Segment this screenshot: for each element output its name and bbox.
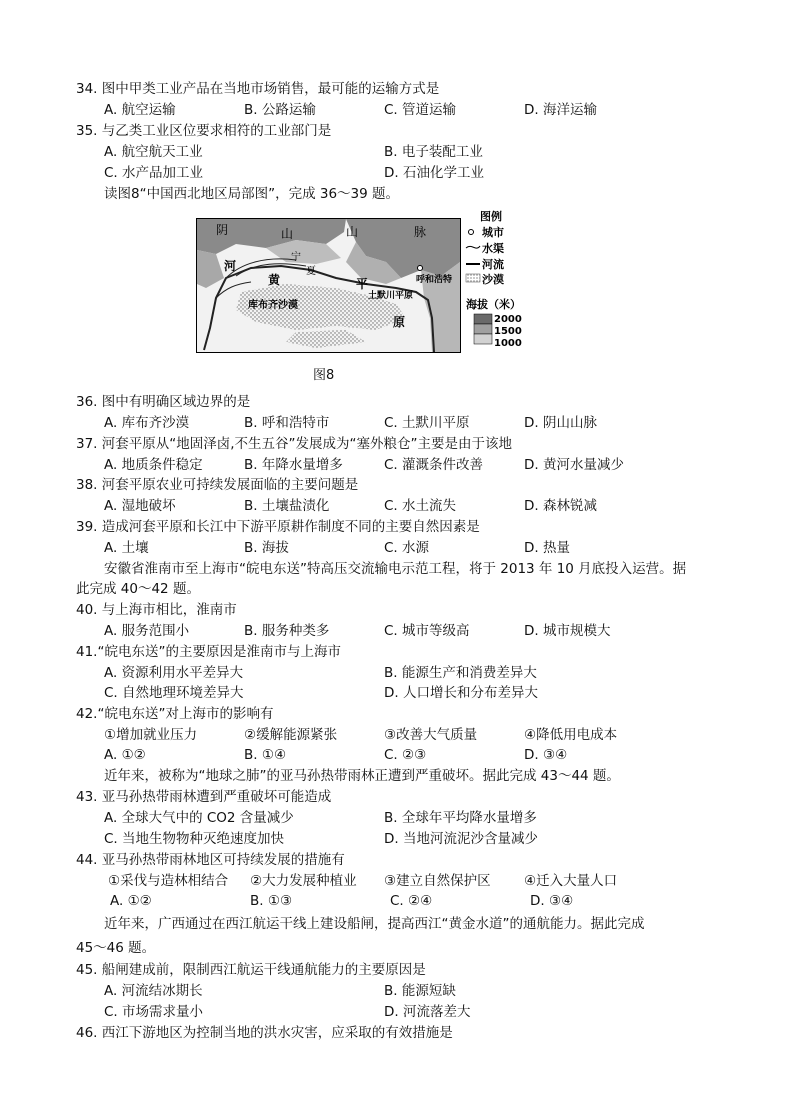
- legend-elev-1500-swatch: [474, 324, 492, 334]
- q44-option-b: B. ①③: [250, 893, 293, 909]
- q34-option-a: A. 航空运输: [104, 102, 176, 118]
- legend-river: 河流: [482, 258, 504, 271]
- label-yinshan-1: 阴: [216, 223, 229, 237]
- q38-stem: 38. 河套平原农业可持续发展面临的主要问题是: [76, 477, 359, 493]
- legend-city: 城市: [482, 226, 504, 239]
- q43-option-d: D. 当地河流泥沙含量减少: [384, 831, 538, 847]
- q42-option-a: A. ①②: [104, 747, 146, 763]
- q44-option-c: C. ②④: [390, 893, 433, 909]
- q39-option-b: B. 海拔: [244, 540, 289, 556]
- legend-canal-icon: [466, 246, 480, 248]
- q42-item-2: ②缓解能源紧张: [244, 727, 338, 743]
- label-hohhot: 呼和浩特: [416, 275, 453, 285]
- q42-item-3: ③改善大气质量: [384, 727, 478, 743]
- legend-city-icon: [469, 230, 474, 235]
- label-he: 河: [224, 259, 237, 273]
- q34-option-c: C. 管道运输: [384, 102, 457, 118]
- q35-option-a: A. 航空航天工业: [104, 144, 203, 160]
- q37-option-d: D. 黄河水量减少: [524, 457, 624, 473]
- figure8-intro: 读图8“中国西北地区局部图”，完成 36～39 题。: [104, 186, 400, 202]
- q34-option-d: D. 海洋运输: [524, 102, 597, 118]
- q42-item-4: ④降低用电成本: [524, 727, 618, 743]
- label-yuan: 原: [393, 315, 406, 329]
- q36-option-d: D. 阴山山脉: [524, 415, 597, 431]
- q46-stem: 46. 西江下游地区为控制当地的洪水灾害，应采取的有效措施是: [76, 1025, 453, 1041]
- q42-option-b: B. ①④: [244, 747, 287, 763]
- legend-e1500: 1500: [494, 326, 522, 337]
- label-xia: 夏: [306, 266, 316, 277]
- northwest-china-map: [196, 218, 464, 354]
- q35-option-b: B. 电子装配工业: [384, 144, 483, 160]
- q41-option-a: A. 资源利用水平差异大: [104, 665, 244, 681]
- q44-option-a: A. ①②: [110, 893, 152, 909]
- q45-option-b: B. 能源短缺: [384, 983, 456, 999]
- q44-stem: 44. 亚马孙热带雨林地区可持续发展的措施有: [76, 852, 345, 868]
- q37-option-c: C. 灌溉条件改善: [384, 457, 484, 473]
- q35-option-d: D. 石油化学工业: [384, 165, 484, 181]
- q36-option-c: C. 土默川平原: [384, 415, 470, 431]
- q40-option-d: D. 城市规模大: [524, 623, 611, 639]
- hohhot-city-marker: [418, 266, 423, 271]
- label-kubuqi-desert: 库布齐沙漠: [248, 300, 298, 311]
- q42-option-c: C. ②③: [384, 747, 427, 763]
- q39-stem: 39. 造成河套平原和长江中下游平原耕作制度不同的主要自然因素是: [76, 519, 480, 535]
- intro-45-line2: 45～46 题。: [76, 940, 156, 956]
- figure-caption: 图8: [313, 368, 335, 383]
- q39-option-d: D. 热量: [524, 540, 570, 556]
- q37-option-a: A. 地质条件稳定: [104, 457, 203, 473]
- q41-stem: 41.“皖电东送”的主要原因是淮南市与上海市: [76, 644, 341, 660]
- legend-elev-1000-swatch: [474, 334, 492, 344]
- legend-elevation-title: 海拔（米）: [466, 298, 521, 311]
- q44-item-3: ③建立自然保护区: [384, 873, 491, 889]
- q41-option-b: B. 能源生产和消费差异大: [384, 665, 537, 681]
- q42-stem: 42.“皖电东送”对上海市的影响有: [76, 706, 274, 722]
- q38-option-a: A. 湿地破坏: [104, 498, 176, 514]
- q44-item-4: ④迁入大量人口: [524, 873, 618, 889]
- q38-option-c: C. 水土流失: [384, 498, 457, 514]
- q45-option-c: C. 市场需求量小: [104, 1004, 204, 1020]
- legend-e2000: 2000: [494, 314, 522, 325]
- label-tumochuan-plain: 土默川平原: [368, 291, 414, 301]
- label-ning: 宁: [291, 252, 301, 263]
- intro-45-line1: 近年来，广西通过在西江航运干线上建设船闸，提高西江“黄金水道”的通航能力。据此完成: [104, 916, 645, 932]
- label-yinshan-3: 山: [346, 225, 359, 239]
- label-huang: 黄: [268, 273, 281, 287]
- q43-option-c: C. 当地生物物种灭绝速度加快: [104, 831, 285, 847]
- q45-stem: 45. 船闸建成前，限制西江航运干线通航能力的主要原因是: [76, 962, 426, 978]
- q40-option-b: B. 服务种类多: [244, 623, 330, 639]
- q43-option-b: B. 全球年平均降水量增多: [384, 810, 537, 826]
- q36-option-a: A. 库布齐沙漠: [104, 415, 190, 431]
- q39-option-a: A. 土壤: [104, 540, 149, 556]
- q40-stem: 40. 与上海市相比，淮南市: [76, 602, 237, 618]
- q44-item-2: ②大力发展种植业: [250, 873, 357, 889]
- q38-option-d: D. 森林锐减: [524, 498, 597, 514]
- intro-43: 近年来，被称为“地球之肺”的亚马孙热带雨林正遭到严重破坏。据此完成 43～44 题。: [104, 768, 620, 784]
- map-legend: [464, 208, 534, 356]
- intro-40-line1: 安徽省淮南市至上海市“皖电东送”特高压交流输电示范工程，将于 2013 年 10 月底投入运营。据: [104, 561, 687, 577]
- legend-desert-icon: [466, 274, 480, 282]
- q39-option-c: C. 水源: [384, 540, 430, 556]
- legend-title: 图例: [480, 210, 502, 223]
- q45-option-a: A. 河流结冰期长: [104, 983, 203, 999]
- q40-option-a: A. 服务范围小: [104, 623, 190, 639]
- legend-e1000: 1000: [494, 338, 522, 349]
- q43-option-a: A. 全球大气中的 CO2 含量减少: [104, 810, 294, 826]
- legend-desert: 沙漠: [482, 273, 504, 286]
- q38-option-b: B. 土壤盐渍化: [244, 498, 330, 514]
- label-yinshan-2: 山: [281, 227, 294, 241]
- q44-item-1: ①采伐与造林相结合: [108, 873, 229, 889]
- q42-option-d: D. ③④: [524, 747, 568, 763]
- q41-option-c: C. 自然地理环境差异大: [104, 685, 244, 701]
- q34-stem: 34. 图中甲类工业产品在当地市场销售，最可能的运输方式是: [76, 81, 440, 97]
- q35-stem: 35. 与乙类工业区位要求相符的工业部门是: [76, 123, 332, 139]
- q41-option-d: D. 人口增长和分布差异大: [384, 685, 538, 701]
- q42-item-1: ①增加就业压力: [104, 727, 198, 743]
- label-ping: 平: [356, 277, 369, 291]
- q40-option-c: C. 城市等级高: [384, 623, 470, 639]
- q43-stem: 43. 亚马孙热带雨林遭到严重破坏可能造成: [76, 789, 332, 805]
- q34-option-b: B. 公路运输: [244, 102, 316, 118]
- q45-option-d: D. 河流落差大: [384, 1004, 471, 1020]
- q36-option-b: B. 呼和浩特市: [244, 415, 330, 431]
- label-yinshan-4: 脉: [414, 225, 427, 239]
- q36-stem: 36. 图中有明确区域边界的是: [76, 394, 251, 410]
- q37-option-b: B. 年降水量增多: [244, 457, 343, 473]
- q35-option-c: C. 水产品加工业: [104, 165, 204, 181]
- q44-option-d: D. ③④: [530, 893, 574, 909]
- q37-stem: 37. 河套平原从“地固泽卤,不生五谷”发展成为“塞外粮仓”主要是由于该地: [76, 436, 513, 452]
- intro-40-line2: 此完成 40～42 题。: [76, 581, 200, 597]
- legend-canal: 水渠: [482, 242, 504, 255]
- legend-elev-2000-swatch: [474, 314, 492, 324]
